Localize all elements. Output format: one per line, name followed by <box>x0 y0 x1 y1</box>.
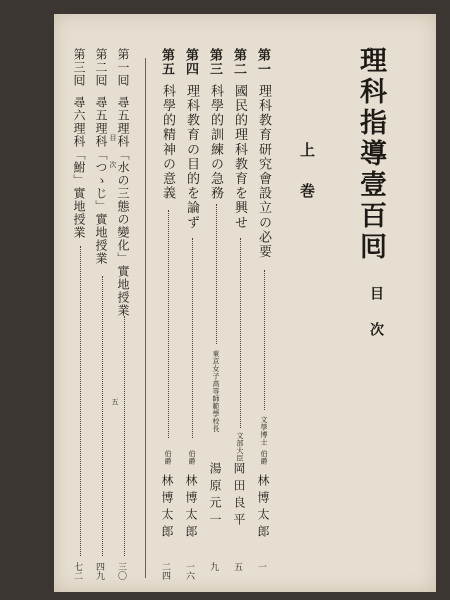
page-number: 一 <box>256 562 266 571</box>
chapter-number: 第四 <box>183 48 198 76</box>
chapter-number: 第五 <box>159 48 174 76</box>
chapter-title: 科學的精神の意義 <box>160 84 175 201</box>
chapter-title: 國民的理科教育を興せ <box>232 84 247 230</box>
lesson-number: 第一囘 <box>116 48 130 87</box>
author-rank: 伯爵 <box>188 450 196 465</box>
footer-page: 五 <box>111 398 119 405</box>
page-number: 五 <box>232 562 242 571</box>
page-number: 七二 <box>72 562 82 580</box>
footer-label: 目次 <box>109 134 117 188</box>
chapter-number: 第三 <box>207 48 222 76</box>
dot-leader <box>240 238 241 428</box>
author-affiliation: 東京女子高等師範學校長 <box>212 350 220 433</box>
lesson-number: 第二囘 <box>94 48 108 87</box>
author-name: 林博太郎 <box>184 474 198 542</box>
lesson-title: 尋五理科「水の三態の變化」實地授業 <box>116 96 130 317</box>
dot-leader <box>216 204 217 344</box>
page-number: 一六 <box>184 562 194 580</box>
author-affiliation: 文學博士 <box>260 416 268 446</box>
author-rank: 伯爵 <box>260 450 268 465</box>
page-number: 三〇 <box>116 562 126 580</box>
author-name: 林博太郎 <box>160 474 174 542</box>
section-divider <box>145 58 146 578</box>
dot-leader <box>192 238 193 438</box>
dot-leader <box>124 316 125 556</box>
page-number: 九 <box>208 562 218 571</box>
chapter-title: 理科教育研究會設立の必要 <box>256 84 271 260</box>
book-title: 理科指導壹百囘 <box>355 46 386 263</box>
lesson-number: 第三囘 <box>72 48 86 87</box>
chapter-number: 第一 <box>255 48 270 76</box>
author-rank: 伯爵 <box>164 450 172 465</box>
lesson-title: 尋五理科「つゝじ」實地授業 <box>94 96 108 265</box>
author-name: 湯原元一 <box>208 462 222 530</box>
chapter-title: 理科教育の目的を論ず <box>184 84 199 230</box>
author-name: 岡田良平 <box>232 462 246 530</box>
chapter-number: 第二 <box>231 48 246 76</box>
dot-leader <box>102 276 103 556</box>
chapter-title: 科學的訓練の急務 <box>208 84 223 201</box>
page-number: 四九 <box>94 562 104 580</box>
lesson-title: 尋六理科「鮒」實地授業 <box>72 96 86 239</box>
page-number: 二四 <box>160 562 170 580</box>
dot-leader <box>264 270 265 410</box>
contents-heading: 目次 <box>368 286 384 358</box>
author-affiliation: 文部大臣 <box>236 432 244 462</box>
volume-label: 上巻 <box>298 142 316 224</box>
dot-leader <box>80 246 81 556</box>
dot-leader <box>168 210 169 438</box>
author-name: 林博太郎 <box>256 474 270 542</box>
book-page <box>54 14 436 592</box>
